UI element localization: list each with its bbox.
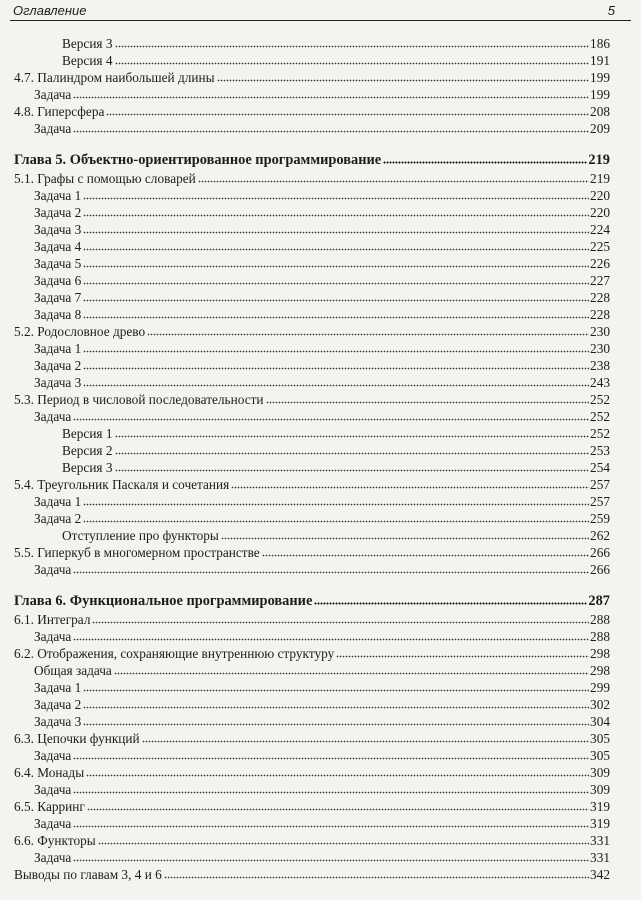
dot-leader <box>73 409 589 421</box>
toc-section-title: 4.8. Гиперсфера <box>14 104 105 119</box>
toc-entry-title: Версия 3 <box>62 460 113 475</box>
toc-page-number: 238 <box>590 358 610 373</box>
toc-entry[interactable] <box>14 662 610 679</box>
toc-section-title: 6.5. Карринг <box>14 799 85 814</box>
toc-page-number: 209 <box>590 121 610 136</box>
dot-leader <box>73 629 589 641</box>
toc-page-number: 266 <box>590 545 610 560</box>
toc-page-number: 252 <box>590 426 610 441</box>
toc-entry[interactable] <box>14 272 610 289</box>
toc-section[interactable] <box>14 476 610 493</box>
dot-leader <box>266 392 590 404</box>
toc-page-number: 191 <box>590 53 610 68</box>
toc-entry-title: Задача 1 <box>34 188 82 203</box>
dot-leader <box>221 528 589 540</box>
dot-leader <box>83 256 589 268</box>
toc-entry[interactable] <box>14 306 610 323</box>
toc-page-number: 219 <box>590 171 610 186</box>
toc-page-number: 253 <box>590 443 610 458</box>
toc-entry[interactable] <box>14 713 610 730</box>
dot-leader <box>87 799 589 811</box>
toc-entry[interactable] <box>14 86 610 103</box>
toc-section-title: 6.2. Отображения, сохраняющие внутреннюю структуру <box>14 646 335 661</box>
toc-entry-title: Задача 3 <box>34 714 82 729</box>
toc-section[interactable] <box>14 391 610 408</box>
toc-section[interactable] <box>14 611 610 628</box>
toc-page-number: 305 <box>590 748 610 763</box>
dot-leader <box>83 714 589 726</box>
dot-leader <box>115 426 590 438</box>
toc-entry-title: Задача 1 <box>34 341 82 356</box>
toc-entry[interactable] <box>14 289 610 306</box>
toc-entry-title: Задача <box>34 782 72 797</box>
toc-page-number: 302 <box>590 697 610 712</box>
dot-leader <box>115 36 590 48</box>
dot-leader <box>83 307 589 319</box>
dot-leader <box>114 663 589 675</box>
toc-entry[interactable] <box>14 849 610 866</box>
toc-entry-title: Задача <box>34 409 72 424</box>
table-of-contents <box>14 35 610 883</box>
dot-leader <box>383 152 587 164</box>
toc-section-title: 4.7. Палиндром наибольшей длины <box>14 70 215 85</box>
dot-leader <box>83 239 589 251</box>
toc-page-number: 243 <box>590 375 610 390</box>
toc-page-number: 288 <box>590 612 610 627</box>
dot-leader <box>115 460 590 472</box>
toc-entry[interactable] <box>14 679 610 696</box>
toc-page-number: 208 <box>590 104 610 119</box>
toc-entry-title: Задача 6 <box>34 273 82 288</box>
spacer <box>14 578 610 591</box>
toc-entry-title: Задача <box>34 562 72 577</box>
toc-entry-title: Задача 3 <box>34 375 82 390</box>
toc-entry-title: Задача 2 <box>34 358 82 373</box>
dot-leader <box>83 358 589 370</box>
toc-section[interactable] <box>14 544 610 561</box>
dot-leader <box>231 477 589 489</box>
dot-leader <box>115 443 590 455</box>
toc-entry-title: Задача 8 <box>34 307 82 322</box>
toc-entry[interactable] <box>14 527 610 544</box>
toc-section-title: 5.1. Графы с помощью словарей <box>14 171 196 186</box>
toc-entry-title: Выводы по главам 3, 4 и 6 <box>14 867 162 882</box>
toc-entry-title: Задача 1 <box>34 680 82 695</box>
dot-leader <box>83 697 589 709</box>
toc-page-number: 287 <box>588 593 610 609</box>
toc-entry-title: Версия 3 <box>62 36 113 51</box>
toc-page-number: 319 <box>590 799 610 814</box>
toc-section[interactable] <box>14 645 610 662</box>
dot-leader <box>147 324 589 336</box>
toc-entry[interactable] <box>14 340 610 357</box>
toc-page-number: 304 <box>590 714 610 729</box>
toc-page-number: 225 <box>590 239 610 254</box>
dot-leader <box>83 205 589 217</box>
dot-leader <box>198 171 589 183</box>
toc-entry-title: Задача <box>34 87 72 102</box>
dot-leader <box>217 70 590 82</box>
toc-page-number: 220 <box>590 205 610 220</box>
dot-leader <box>83 511 589 523</box>
toc-entry[interactable] <box>14 442 610 459</box>
toc-page-number: 228 <box>590 290 610 305</box>
toc-page-number: 288 <box>590 629 610 644</box>
dot-leader <box>83 494 589 506</box>
toc-page-number: 224 <box>590 222 610 237</box>
running-header <box>10 0 631 21</box>
toc-entry-title: Задача <box>34 748 72 763</box>
toc-entry-title: Задача 1 <box>34 494 82 509</box>
toc-entry[interactable] <box>14 35 610 52</box>
toc-chapter-title: Глава 5. Объектно-ориентированное программирование <box>14 152 382 168</box>
toc-page-number: 252 <box>590 392 610 407</box>
dot-leader <box>83 273 589 285</box>
dot-leader <box>73 87 589 99</box>
running-header-title: Оглавление <box>13 3 87 18</box>
toc-page-number: 230 <box>590 324 610 339</box>
dot-leader <box>115 53 590 65</box>
toc-page-number: 331 <box>590 833 610 848</box>
toc-entry[interactable] <box>14 238 610 255</box>
toc-section[interactable] <box>14 170 610 187</box>
toc-page-number: 319 <box>590 816 610 831</box>
dot-leader <box>83 290 589 302</box>
toc-entry[interactable] <box>14 781 610 798</box>
dot-leader <box>164 867 589 879</box>
toc-entry[interactable] <box>14 510 610 527</box>
toc-page-number: 299 <box>590 680 610 695</box>
toc-entry[interactable] <box>14 408 610 425</box>
toc-section-title: 5.4. Треугольник Паскаля и сочетания <box>14 477 230 492</box>
dot-leader <box>73 782 589 794</box>
toc-entry[interactable] <box>14 255 610 272</box>
toc-section[interactable] <box>14 764 610 781</box>
toc-page-number: 309 <box>590 765 610 780</box>
toc-entry-title: Задача 7 <box>34 290 82 305</box>
dot-leader <box>83 188 589 200</box>
toc-entry[interactable] <box>14 120 610 137</box>
toc-entry[interactable] <box>14 628 610 645</box>
toc-page-number: 342 <box>590 867 610 882</box>
toc-entry-title: Задача 2 <box>34 697 82 712</box>
toc-page-number: 331 <box>590 850 610 865</box>
toc-entry[interactable] <box>14 459 610 476</box>
toc-page-number: 199 <box>590 70 610 85</box>
toc-entry[interactable] <box>14 221 610 238</box>
toc-chapter-5[interactable] <box>14 150 610 170</box>
toc-page-number: 230 <box>590 341 610 356</box>
dot-leader <box>106 104 589 116</box>
toc-entry-title: Отступление про функторы <box>62 528 219 543</box>
toc-entry-title: Задача <box>34 816 72 831</box>
page-number: 5 <box>607 3 615 18</box>
toc-entry-title: Версия 1 <box>62 426 113 441</box>
dot-leader <box>314 593 587 605</box>
dot-leader <box>336 646 589 658</box>
toc-page-number: 228 <box>590 307 610 322</box>
toc-chapter-title: Глава 6. Функциональное программирование <box>14 593 313 609</box>
toc-entry[interactable] <box>14 815 610 832</box>
toc-page-number: 219 <box>588 152 610 168</box>
toc-page-number: 220 <box>590 188 610 203</box>
toc-section[interactable] <box>14 69 610 86</box>
dot-leader <box>73 121 589 133</box>
toc-conclusions[interactable] <box>14 866 610 883</box>
dot-leader <box>142 731 589 743</box>
toc-page-number: 186 <box>590 36 610 51</box>
toc-section-title: 6.4. Монады <box>14 765 85 780</box>
toc-page-number: 257 <box>590 494 610 509</box>
toc-page-number: 298 <box>590 646 610 661</box>
toc-entry-title: Задача 2 <box>34 511 82 526</box>
toc-page-number: 309 <box>590 782 610 797</box>
toc-entry[interactable] <box>14 52 610 69</box>
toc-page-number: 199 <box>590 87 610 102</box>
toc-page-number: 305 <box>590 731 610 746</box>
toc-chapter-6[interactable] <box>14 591 610 611</box>
toc-page-number: 254 <box>590 460 610 475</box>
dot-leader <box>73 748 589 760</box>
dot-leader <box>73 562 589 574</box>
toc-entry[interactable] <box>14 425 610 442</box>
toc-entry-title: Задача <box>34 850 72 865</box>
toc-section[interactable] <box>14 323 610 340</box>
dot-leader <box>98 833 589 845</box>
dot-leader <box>73 816 589 828</box>
toc-page-number: 257 <box>590 477 610 492</box>
toc-entry-title: Версия 2 <box>62 443 113 458</box>
toc-entry-title: Задача 3 <box>34 222 82 237</box>
toc-entry[interactable] <box>14 374 610 391</box>
toc-entry-title: Общая задача <box>34 663 112 678</box>
toc-section-title: 6.1. Интеграл <box>14 612 91 627</box>
toc-page-number: 259 <box>590 511 610 526</box>
dot-leader <box>83 341 589 353</box>
toc-entry-title: Задача 2 <box>34 205 82 220</box>
toc-entry-title: Задача 5 <box>34 256 82 271</box>
toc-section[interactable] <box>14 798 610 815</box>
toc-entry-title: Задача <box>34 121 72 136</box>
toc-section-title: 6.3. Цепочки функций <box>14 731 140 746</box>
dot-leader <box>83 680 589 692</box>
dot-leader <box>92 612 589 624</box>
toc-section-title: 5.2. Родословное древо <box>14 324 146 339</box>
toc-page-number: 298 <box>590 663 610 678</box>
dot-leader <box>86 765 589 777</box>
toc-page-number: 226 <box>590 256 610 271</box>
dot-leader <box>73 850 589 862</box>
toc-section[interactable] <box>14 730 610 747</box>
toc-page-number: 266 <box>590 562 610 577</box>
toc-page-number: 252 <box>590 409 610 424</box>
toc-section[interactable] <box>14 103 610 120</box>
toc-section-title: 5.3. Период в числовой последовательности <box>14 392 264 407</box>
toc-entry-title: Задача <box>34 629 72 644</box>
toc-section[interactable] <box>14 832 610 849</box>
toc-page-number: 262 <box>590 528 610 543</box>
toc-entry[interactable] <box>14 493 610 510</box>
dot-leader <box>83 375 589 387</box>
dot-leader <box>83 222 589 234</box>
toc-entry[interactable] <box>14 561 610 578</box>
toc-section-title: 6.6. Функторы <box>14 833 96 848</box>
toc-entry-title: Задача 4 <box>34 239 82 254</box>
spacer <box>14 137 610 150</box>
toc-page-number: 227 <box>590 273 610 288</box>
toc-entry[interactable] <box>14 696 610 713</box>
toc-entry[interactable] <box>14 357 610 374</box>
toc-entry[interactable] <box>14 187 610 204</box>
toc-section-title: 5.5. Гиперкуб в многомерном пространстве <box>14 545 260 560</box>
toc-entry[interactable] <box>14 747 610 764</box>
toc-entry-title: Версия 4 <box>62 53 113 68</box>
toc-entry[interactable] <box>14 204 610 221</box>
dot-leader <box>262 545 589 557</box>
